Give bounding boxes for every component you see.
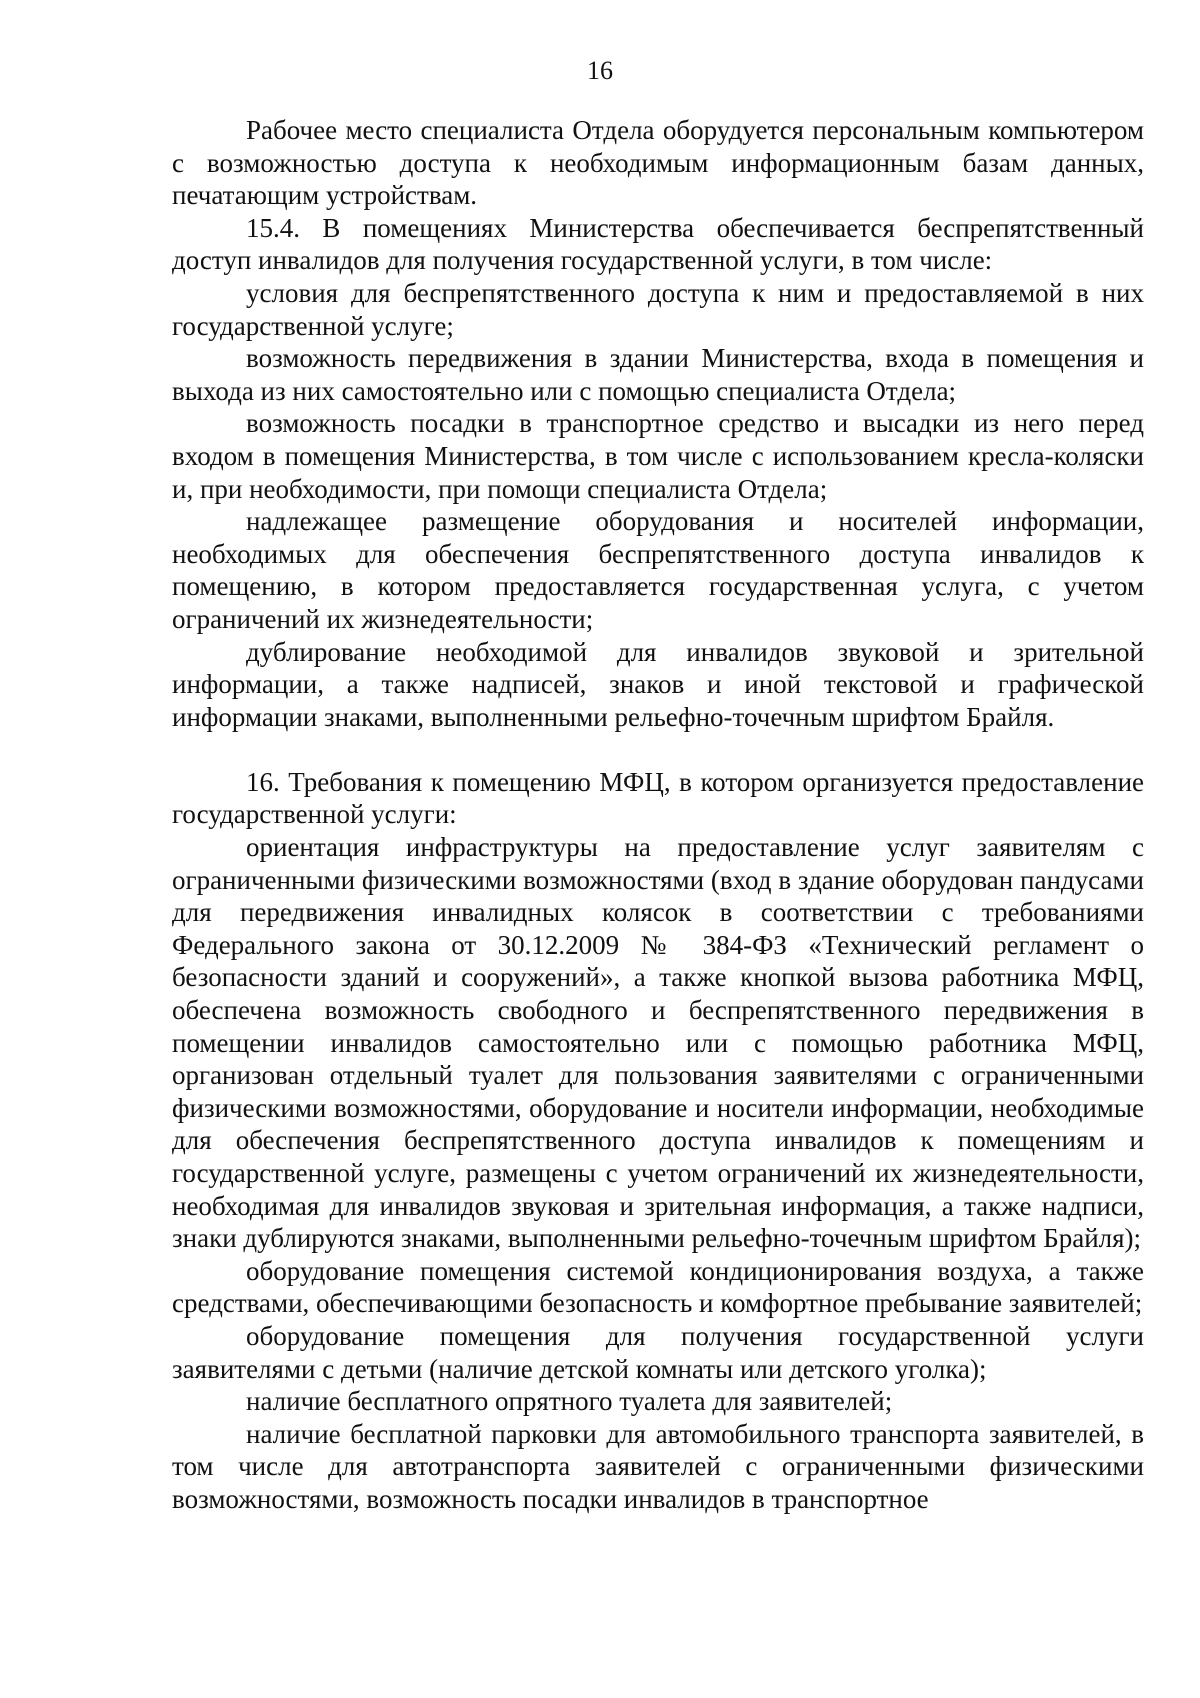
paragraph-equipment-placement: надлежащее размещение оборудования и носителей информации, необходимых для обеспечения беспрепятственного доступа инвалидов к помещению, в котором предоставляется государственная услуга, с учетом ограничений их жизнедеятельности; — [172, 506, 1144, 634]
paragraph-15-4-accessibility: 15.4. В помещениях Министерства обеспечивается беспрепятственный доступ инвалидов для получения государственной услуги, в том числе: — [172, 212, 1144, 276]
paragraph-access-conditions: условия для беспрепятственного доступа к ним и предоставляемой в них государственной услуге; — [172, 277, 1144, 341]
page-number: 16 — [587, 56, 613, 85]
paragraph-free-parking: наличие бесплатной парковки для автомобильного транспорта заявителей, в том числе для автотранспорта заявителей с ограниченными физическими возможностями, возможность посадки инвалидов в транспортное — [172, 1418, 1144, 1514]
document-body — [172, 114, 1144, 1516]
paragraph-movement-in-building: возможность передвижения в здании Министерства, входа в помещения и выхода из них самостоятельно или с помощью специалиста Отдела; — [172, 343, 1144, 406]
paragraph-16-mfc-requirements: 16. Требования к помещению МФЦ, в котором организуется предоставление государственной услуги: — [172, 766, 1144, 830]
paragraph-vehicle-boarding: возможность посадки в транспортное средство и высадки из него перед входом в помещения Министерства, в том числе с использованием кресла-коляски и, при необходимости, при помощи специалиста Отдела; — [172, 408, 1144, 504]
paragraph-free-toilet: наличие бесплатного опрятного туалета для заявителей; — [246, 1386, 893, 1417]
paragraph-braille-duplication: дублирование необходимой для инвалидов звуковой и зрительной информации, а также надписей, знаков и иной текстовой и графической информации знаками, выполненными рельефно-точечным шрифтом Брайля. — [172, 636, 1144, 732]
paragraph-children-room: оборудование помещения для получения государственной услуги заявителями с детьми (наличие детской комнаты или детского уголка); — [172, 1320, 1144, 1384]
paragraph-air-conditioning: оборудование помещения системой кондиционирования воздуха, а также средствами, обеспечивающими безопасность и комфортное пребывание заявителей; — [172, 1255, 1144, 1319]
paragraph-infrastructure-orientation: ориентация инфраструктуры на предоставление услуг заявителям с ограниченными физическими возможностями (вход в здание оборудован пандусами для передвижения инвалидных колясок в соответствии с требованиями Федерального закона от 30.12.2009 № 384-ФЗ «Технический регламент о безопасности зданий и сооружений», а также кнопкой вызова работника МФЦ, обеспечена возможность свободного и беспрепятственного передвижения в помещении инвалидов самостоятельно или с помощью работника МФЦ, организован отдельный туалет для пользования заявителями с ограниченными физическими возможностями, оборудование и носители информации, необходимые для обеспечения беспрепятственного доступа инвалидов к помещениям и государственной услуге, размещены с учетом ограничений их жизнедеятельности, необходимая для инвалидов звуковая и зрительная информация, а также надписи, знаки дублируются знаками, выполненными рельефно-точечным шрифтом Брайля); — [172, 832, 1144, 1254]
paragraph-workplace-equipment: Рабочее место специалиста Отдела оборудуется персональным компьютером с возможностью доступа к необходимым информационным базам данных, печатающим устройствам. — [172, 115, 1144, 211]
